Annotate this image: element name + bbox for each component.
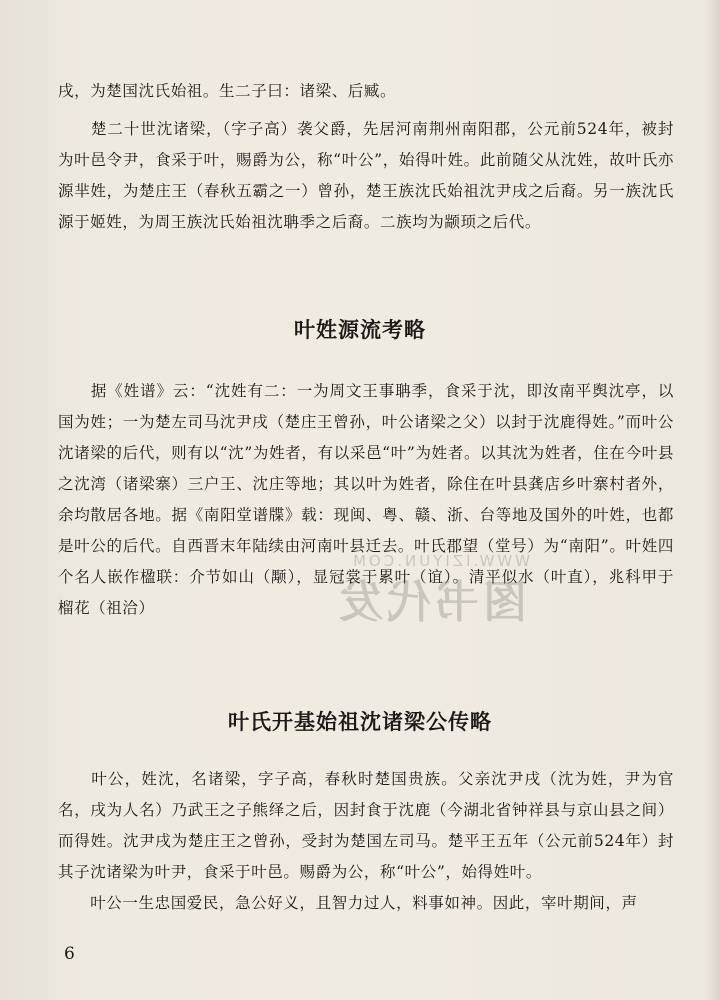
page-number: 6 — [64, 944, 75, 964]
watermark-url: WWW.IZIYUN.COM — [350, 552, 531, 570]
paragraph-founder-character: 叶公一生忠国爱民，急公好义，且智力过人，料事如神。因此，宰叶期间，声 — [58, 894, 638, 912]
section-title-surname-origin: 叶姓源流考略 — [294, 318, 426, 342]
paragraph-surname-origin: 据《姓谱》云：“沈姓有二：一为周文王事聃季，食采于沈，即汝南平舆沈亭，以国为姓；一为楚左司马沈尹戌（楚庄王曾孙，叶公诸梁之父）以封于沈鹿得姓。”而叶公沈诸梁的后代，则有以“沈”为姓者，有以采邑“叶”为姓者。以其沈为姓者，住在今叶县之沈湾（诸梁寨）三户王、沈庄等地；其以叶为姓者，除住在叶县龚店乡叶寨村者外，余均散居各地。据《南阳堂谱牒》载：现闽、粤、赣、浙、台等地及国外的叶姓，也都是叶公的后代。自西晋末年陆续由河南叶县迁去。叶氏郡望（堂号）为“南阳”。叶姓四个名人嵌作楹联：介节如山（颙），显冠裳于累叶（谊）。清平似水（叶直），兆科甲于榴花（祖洽） — [58, 382, 674, 617]
section-title-founder-biography: 叶氏开基始祖沈诸梁公传略 — [228, 710, 492, 734]
page-edge-shadow — [706, 0, 720, 1000]
paragraph-founder-biography: 叶公，姓沈，名诸梁，字子高，春秋时楚国贵族。父亲沈尹戌（沈为姓，尹为官名，戌为人名）乃武王之子熊绎之后，因封食于沈鹿（今湖北省钟祥县与京山县之间）而得姓。沈尹戌为楚庄王之曾孙，受封为楚国左司马。楚平王五年（公元前524年）封其子沈诸梁为叶尹，食采于叶邑。赐爵为公，称“叶公”，始得姓叶。 — [58, 770, 674, 881]
paragraph-intro-line: 戌，为楚国沈氏始祖。生二子曰：诸梁、后臧。 — [58, 82, 397, 100]
watermark-text: 图书代发 — [335, 577, 527, 628]
paragraph-zhu-liang-origin: 楚二十世沈诸梁，（字子高）袭父爵，先居河南荆州南阳郡，公元前524年，被封为叶邑令尹，食采于叶，赐爵为公，称“叶公”，始得叶姓。此前随父从沈姓，故叶氏亦源芈姓，为楚庄王（春秋五霸之一）曾孙，楚王族沈氏始祖沈尹戌之后裔。另一族沈氏源于姬姓，为周王族沈氏始祖沈聃季之后裔。二族均为颛顼之后代。 — [58, 120, 674, 231]
